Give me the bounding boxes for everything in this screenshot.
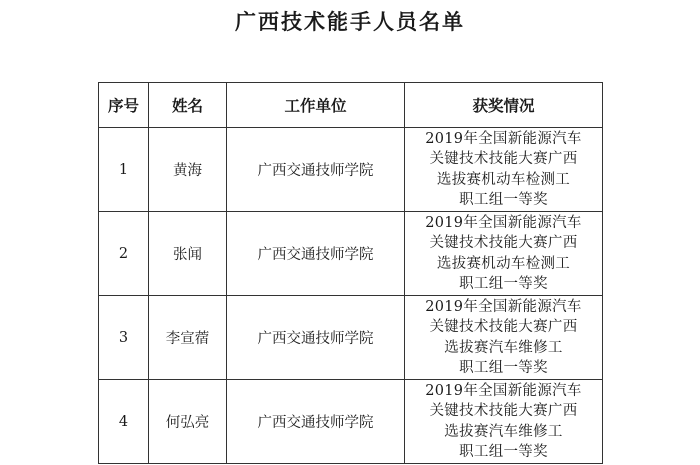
award-line: 选拔赛汽车维修工 <box>444 339 563 356</box>
cell-work-unit: 广西交通技师学院 <box>227 212 405 296</box>
award-line: 职工组一等奖 <box>459 360 548 376</box>
cell-work-unit: 广西交通技师学院 <box>227 380 405 464</box>
cell-name: 李宣蓿 <box>149 296 227 380</box>
roster-table <box>98 82 603 464</box>
award-line: 关键技术技能大赛广西 <box>429 151 578 167</box>
award-line: 职工组一等奖 <box>459 192 548 208</box>
table-row <box>99 212 603 296</box>
cell-work-unit: 广西交通技师学院 <box>227 128 405 212</box>
cell-name: 张闻 <box>149 212 227 296</box>
cell-serial-number: 1 <box>99 128 149 212</box>
award-line: 职工组一等奖 <box>459 276 548 292</box>
award-line: 关键技术技能大赛广西 <box>429 319 578 335</box>
header-work-unit: 工作单位 <box>227 83 405 128</box>
cell-work-unit: 广西交通技师学院 <box>227 296 405 380</box>
award-line: 2019年全国新能源汽车 <box>425 130 582 147</box>
award-line: 选拔赛机动车检测工 <box>436 255 571 272</box>
award-line: 选拔赛汽车维修工 <box>444 423 563 440</box>
cell-name: 何弘亮 <box>149 380 227 464</box>
award-line: 关键技术技能大赛广西 <box>429 235 578 251</box>
cell-serial-number: 2 <box>99 212 149 296</box>
award-line: 2019年全国新能源汽车 <box>425 214 582 231</box>
cell-award <box>405 128 603 212</box>
table-row <box>99 296 603 380</box>
header-serial-number: 序号 <box>99 83 149 128</box>
award-line: 选拔赛机动车检测工 <box>436 171 571 188</box>
award-line: 职工组一等奖 <box>459 444 548 460</box>
award-line: 2019年全国新能源汽车 <box>425 298 582 315</box>
table-row <box>99 380 603 464</box>
award-line: 关键技术技能大赛广西 <box>429 403 578 419</box>
header-name: 姓名 <box>149 83 227 128</box>
table-header-row <box>99 83 603 128</box>
cell-award <box>405 380 603 464</box>
cell-serial-number: 3 <box>99 296 149 380</box>
cell-award <box>405 296 603 380</box>
award-line: 2019年全国新能源汽车 <box>425 382 582 399</box>
cell-name: 黄海 <box>149 128 227 212</box>
document-title: 广西技术能手人员名单 <box>235 10 465 34</box>
cell-award <box>405 212 603 296</box>
table-row <box>99 128 603 212</box>
cell-serial-number: 4 <box>99 380 149 464</box>
header-award: 获奖情况 <box>405 83 603 128</box>
